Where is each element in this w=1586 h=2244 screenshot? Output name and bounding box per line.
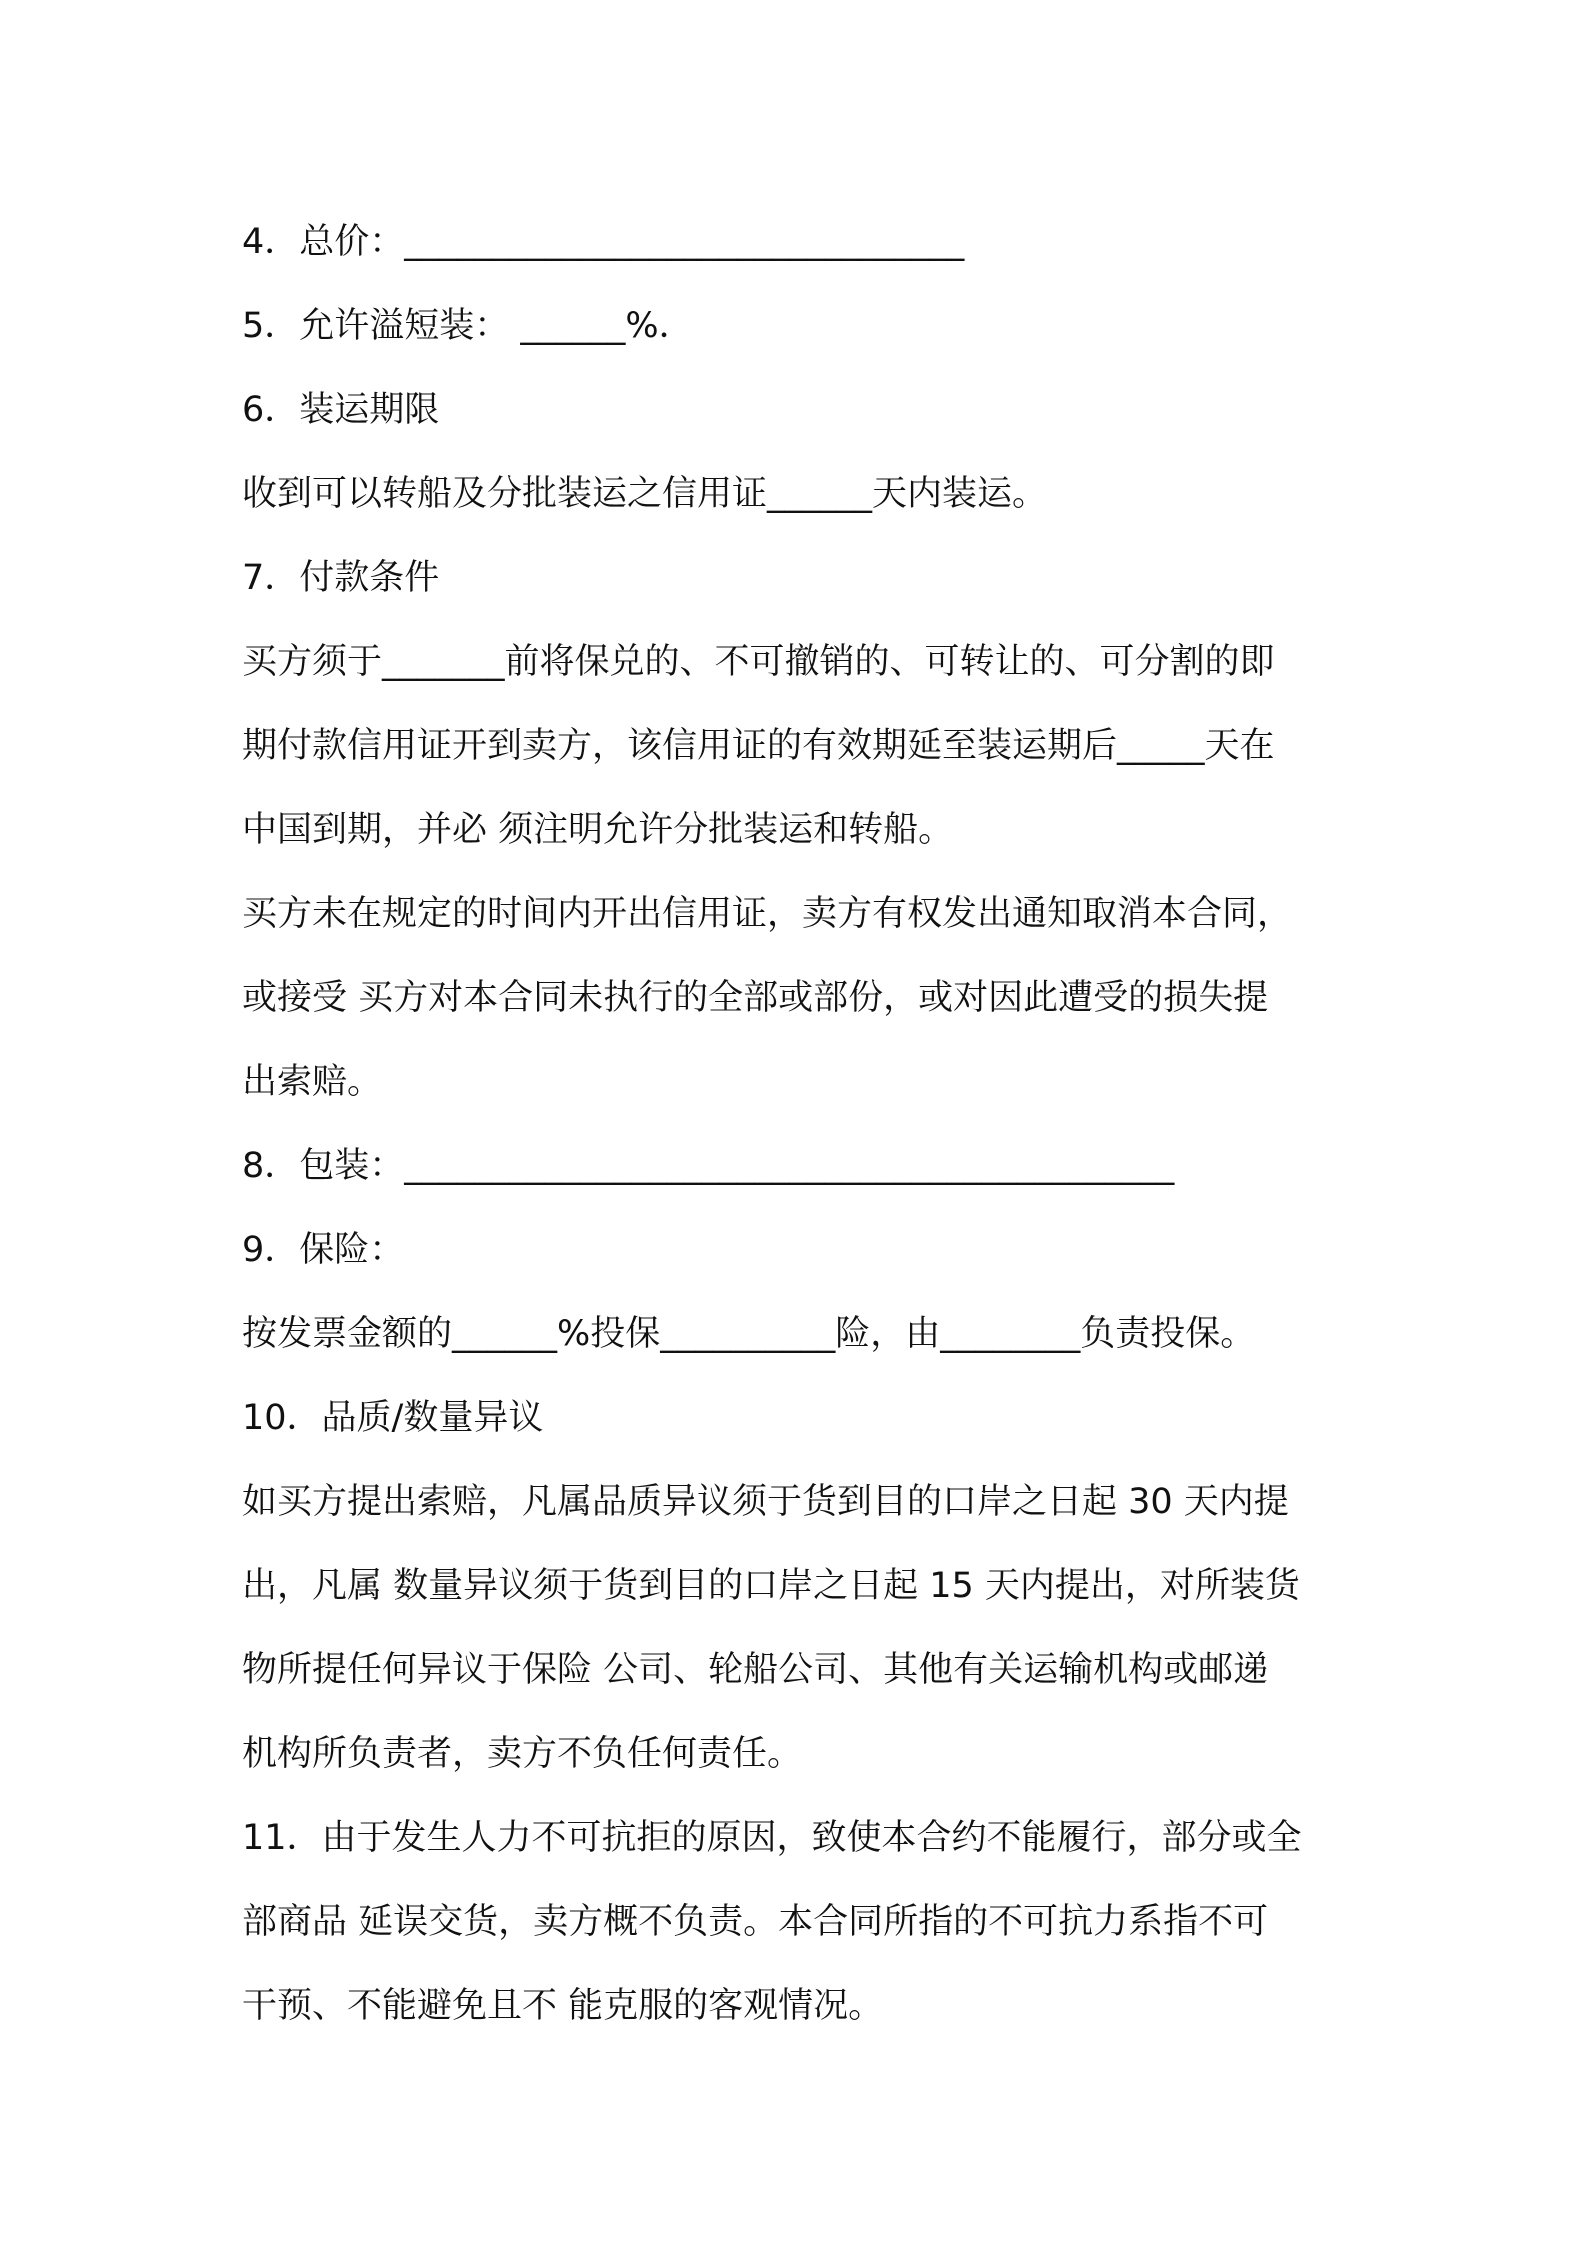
paragraph-line: 买方未在规定的时间内开出信用证，卖方有权发出通知取消本合同， xyxy=(242,894,1293,934)
paragraph-line: 出，凡属 数量异议须于货到目的口岸之日起 15 天内提出，对所装货 xyxy=(242,1566,1300,1606)
clause-total-price: 4．总价：________________________________ xyxy=(242,222,965,262)
clause-tolerance: 5．允许溢短装： ______%． xyxy=(242,306,694,346)
paragraph-line: 出索赔。 xyxy=(242,1062,383,1102)
contract-body xyxy=(242,200,1372,2048)
paragraph-line: 期付款信用证开到卖方，该信用证的有效期延至装运期后_____天在 xyxy=(242,726,1275,766)
paragraph-line: 部商品 延误交货，卖方概不负责。本合同所指的不可抗力系指不可 xyxy=(242,1902,1269,1942)
clause-force-majeure: 11．由于发生人力不可抗拒的原因，致使本合约不能履行，部分或全 xyxy=(242,1818,1302,1858)
paragraph-line: 买方须于_______前将保兑的、不可撤销的、可转让的、可分割的即 xyxy=(242,642,1275,682)
paragraph-line: 机构所负责者，卖方不负任何责任。 xyxy=(242,1734,803,1774)
clause-shipment-heading: 6．装运期限 xyxy=(242,390,440,430)
paragraph-line: 物所提任何异议于保险 公司、轮船公司、其他有关运输机构或邮递 xyxy=(242,1650,1269,1690)
clause-claims-heading: 10．品质/数量异议 xyxy=(242,1398,544,1438)
paragraph-line: 按发票金额的______%投保__________险，由________负责投保。 xyxy=(242,1314,1256,1354)
paragraph-line: 干预、不能避免且不 能克服的客观情况。 xyxy=(242,1986,884,2026)
clause-payment-heading: 7．付款条件 xyxy=(242,558,440,598)
paragraph-line: 如买方提出索赔，凡属品质异议须于货到目的口岸之日起 30 天内提 xyxy=(242,1482,1289,1522)
clause-insurance-heading: 9．保险： xyxy=(242,1230,405,1270)
paragraph-line: 或接受 买方对本合同未执行的全部或部份，或对因此遭受的损失提 xyxy=(242,978,1269,1018)
paragraph-line: 收到可以转船及分批装运之信用证______天内装运。 xyxy=(242,474,1048,514)
clause-packing: 8．包装：____________________________________________ xyxy=(242,1146,1175,1186)
paragraph-line: 中国到期，并必 须注明允许分批装运和转船。 xyxy=(242,810,954,850)
